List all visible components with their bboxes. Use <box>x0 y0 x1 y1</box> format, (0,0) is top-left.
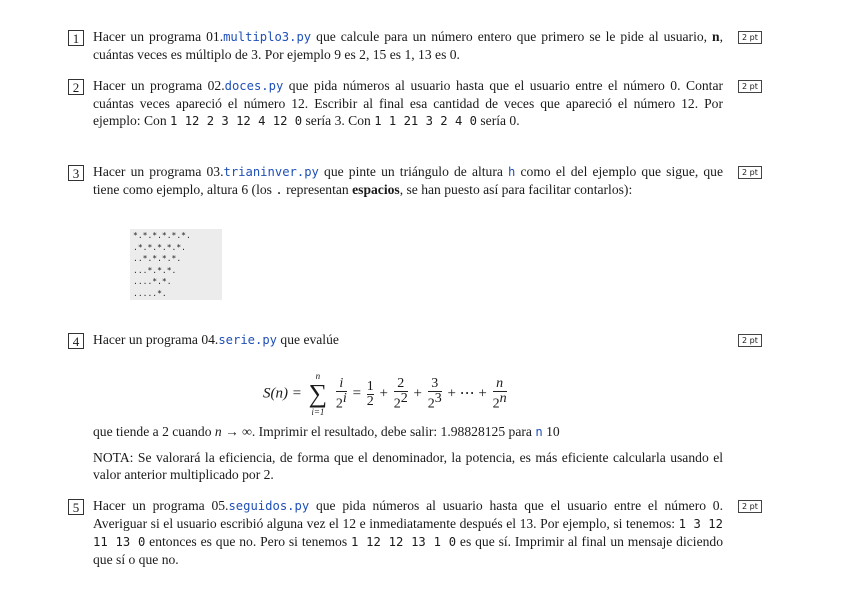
text: que pida números al usuario hasta que el usuario entre el número 0. Averiguar si el usuario escribió alguna vez el 12 e inmediatamente después el 13. Por ejemplo, si tenemos: <box>93 498 723 531</box>
formula-lhs: S(n) = <box>263 385 306 402</box>
text: entonces es que no. Pero si tenemos <box>145 534 351 549</box>
points-badge: 2 pt <box>738 31 762 44</box>
text: . Imprimir el resultado, debe salir: 1.98828125 para <box>251 424 536 439</box>
ellipsis: + ⋯ + <box>447 385 491 402</box>
text: , cuántas veces es múltiplo de 3. Por ejemplo 9 es 2, 15 es 1, 13 es 0. <box>93 29 723 62</box>
text: Hacer un programa 02. <box>93 78 225 93</box>
dot-symbol: . <box>275 183 283 197</box>
sum-lower: i=1 <box>311 407 325 417</box>
bold-term: espacios <box>352 182 400 197</box>
exercise-text-after <box>93 423 723 441</box>
filename: doces.py <box>224 79 284 93</box>
fraction <box>336 377 347 412</box>
plus: + <box>413 385 426 402</box>
text: como el del ejemplo que sigue, que tiene como ejemplo, altura 6 (los <box>93 164 724 197</box>
fraction <box>394 377 408 412</box>
numerator: i <box>339 375 344 391</box>
exercise-note: NOTA: Se valorará la eficiencia, de forma que el denominador, la potencia, es más eficiente calcularla usando el valor anterior multiplicado por 2. <box>93 450 723 482</box>
base: 2 <box>335 396 343 412</box>
points-badge: 2 pt <box>738 500 762 513</box>
exponent: 3 <box>434 390 442 406</box>
text: es que sí. Imprimir al final un mensaje diciendo que sí o que no. <box>93 534 723 567</box>
numerator: 2 <box>397 375 405 391</box>
denominator <box>394 391 408 412</box>
numerator: 3 <box>431 375 439 391</box>
fraction <box>493 377 507 412</box>
example-sequence: 1 1 21 3 2 4 0 <box>374 114 477 128</box>
text: que calcule para un número entero que primero se le pide al usuario, <box>311 29 713 44</box>
exercise-text <box>93 497 723 568</box>
exercise-text <box>93 163 723 199</box>
exercise-4 <box>68 333 768 493</box>
base: 2 <box>393 396 401 412</box>
filename: trianinver.py <box>223 165 319 179</box>
value: 10 <box>546 424 560 439</box>
denominator <box>428 391 442 412</box>
text: Hacer un programa 04. <box>93 332 219 347</box>
exercise-1 <box>68 30 768 70</box>
text: representan <box>282 182 353 197</box>
example-sequence: 1 12 2 3 12 4 12 0 <box>170 114 303 128</box>
text: que tiende a 2 cuando <box>93 424 215 439</box>
text: Hacer un programa 05. <box>93 498 229 513</box>
exercise-number: 5 <box>68 499 84 515</box>
points-badge: 2 pt <box>738 334 762 347</box>
series-formula <box>263 371 509 417</box>
variable: n <box>535 425 543 439</box>
exercise-number: 1 <box>68 30 84 46</box>
exercise-text <box>93 28 723 63</box>
text: que evalúe <box>277 332 339 347</box>
text: sería 0. <box>476 113 520 128</box>
example-sequence: 1 3 12 11 13 0 <box>93 517 723 549</box>
sum-upper: n <box>315 371 321 381</box>
exercise-3 <box>68 165 768 315</box>
text: Hacer un programa 01. <box>93 29 224 44</box>
limit-expression: n → ∞ <box>214 424 252 439</box>
exponent: i <box>342 390 347 406</box>
fraction <box>428 377 442 412</box>
exercise-number: 3 <box>68 165 84 181</box>
text: , se han puesto así para facilitar contarlos): <box>399 182 633 197</box>
text: que pida números al usuario hasta que el usuario entre el número 0. Contar cuántas veces apareció el número 12. Escribir al final esa cantidad de veces que apareció el número 12. Por ejemplo: Con <box>93 78 723 128</box>
denominator: 2 <box>366 393 374 409</box>
filename: multiplo3.py <box>223 30 312 44</box>
plus: + <box>379 385 392 402</box>
exercise-number: 2 <box>68 79 84 95</box>
exponent: 2 <box>400 390 408 406</box>
filename: seguidos.py <box>228 499 310 513</box>
points-badge: 2 pt <box>738 166 762 179</box>
base: 2 <box>427 396 435 412</box>
summation <box>309 371 328 417</box>
numerator: 1 <box>366 378 374 394</box>
exercise-text <box>93 331 723 349</box>
example-sequence: 1 12 12 13 1 0 <box>351 535 457 549</box>
exercise-number: 4 <box>68 333 84 349</box>
points-badge: 2 pt <box>738 80 762 93</box>
denominator <box>336 391 347 412</box>
fraction <box>367 380 374 409</box>
text: que pinte un triángulo de altura <box>318 164 509 179</box>
filename: serie.py <box>218 333 278 347</box>
triangle-example: *.*.*.*.*.*. .*.*.*.*.*. ..*.*.*.*. ...*.*.*. ....*.*. .....*. <box>130 229 222 300</box>
exercise-2 <box>68 79 768 159</box>
exponent: n <box>499 390 507 406</box>
equals: = <box>352 385 365 402</box>
sigma-symbol: ∑ <box>308 379 328 408</box>
variable: h <box>508 165 516 179</box>
exercise-text <box>93 77 723 130</box>
exercise-5 <box>68 499 768 579</box>
variable: n <box>712 29 720 44</box>
text: sería 3. Con <box>302 113 375 128</box>
base: 2 <box>492 396 500 412</box>
denominator <box>493 391 507 412</box>
text: Hacer un programa 03. <box>93 164 224 179</box>
numerator: n <box>496 375 504 391</box>
